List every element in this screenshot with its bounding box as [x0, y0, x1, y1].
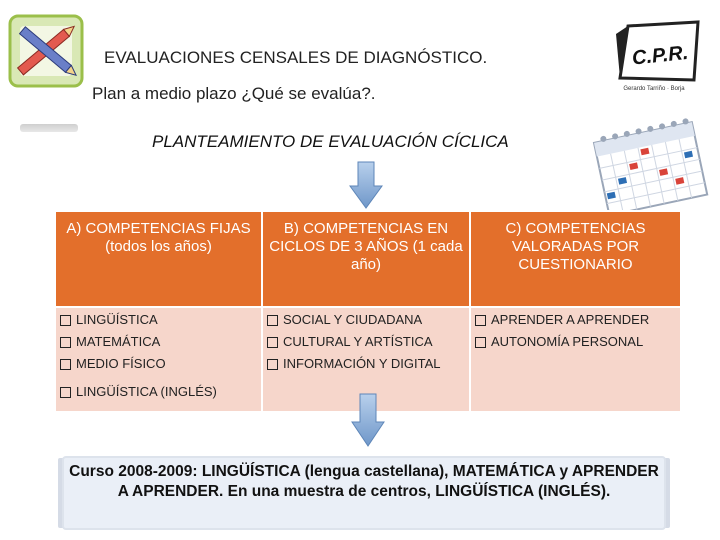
checkbox-bullet-icon [60, 337, 71, 348]
cpr-logo [598, 20, 710, 100]
list-item: CULTURAL Y ARTÍSTICA [267, 334, 465, 356]
svg-text:C.P.R.: C.P.R. [630, 41, 690, 70]
page-title: EVALUACIONES CENSALES DE DIAGNÓSTICO. [104, 48, 488, 67]
checkbox-bullet-icon [475, 315, 486, 326]
list-item: SOCIAL Y CIUDADANA [267, 312, 465, 334]
checkbox-bullet-icon [267, 359, 278, 370]
competencies-table [54, 210, 682, 413]
summary-box [64, 458, 664, 528]
checkbox-bullet-icon [267, 337, 278, 348]
section-title: PLANTEAMIENTO DE EVALUACIÓN CÍCLICA [152, 132, 509, 151]
down-arrow-icon [348, 160, 384, 210]
pencil-ruler-logo [6, 12, 88, 90]
cpr-logo-subtitle: Gerardo Tarriño · Borja [623, 86, 685, 92]
summary-text: Curso 2008-2009: LINGÜÍSTICA (lengua castellana), MATEMÁTICA y APRENDER A APRENDER. En una muestra de centros, LINGÜÍSTICA (INGLÉS). [69, 463, 659, 500]
down-arrow-icon [350, 392, 386, 448]
column-fixed-list [55, 307, 262, 412]
column-header-cycles: B) COMPETENCIAS EN CICLOS DE 3 AÑOS (1 cada año) [262, 211, 470, 307]
checkbox-bullet-icon [267, 315, 278, 326]
checkbox-bullet-icon [60, 387, 71, 398]
list-item: APRENDER A APRENDER [475, 312, 676, 334]
list-item: AUTONOMÍA PERSONAL [475, 334, 676, 356]
checkbox-bullet-icon [475, 337, 486, 348]
checkbox-bullet-icon [60, 315, 71, 326]
list-item: INFORMACIÓN Y DIGITAL [267, 356, 465, 378]
checkbox-bullet-icon [60, 359, 71, 370]
list-item: LINGÜÍSTICA (INGLÉS) [60, 384, 257, 406]
list-item: LINGÜÍSTICA [60, 312, 257, 334]
list-item: MATEMÁTICA [60, 334, 257, 356]
decorative-bar [20, 124, 78, 132]
column-questionnaire-list [470, 307, 681, 412]
column-header-questionnaire: C) COMPETENCIAS VALORADAS POR CUESTIONARIO [470, 211, 681, 307]
list-item: MEDIO FÍSICO [60, 356, 257, 378]
calendar-icon [586, 118, 712, 214]
column-header-fixed: A) COMPETENCIAS FIJAS (todos los años) [55, 211, 262, 307]
page-subtitle: Plan a medio plazo ¿Qué se evalúa?. [92, 84, 376, 103]
